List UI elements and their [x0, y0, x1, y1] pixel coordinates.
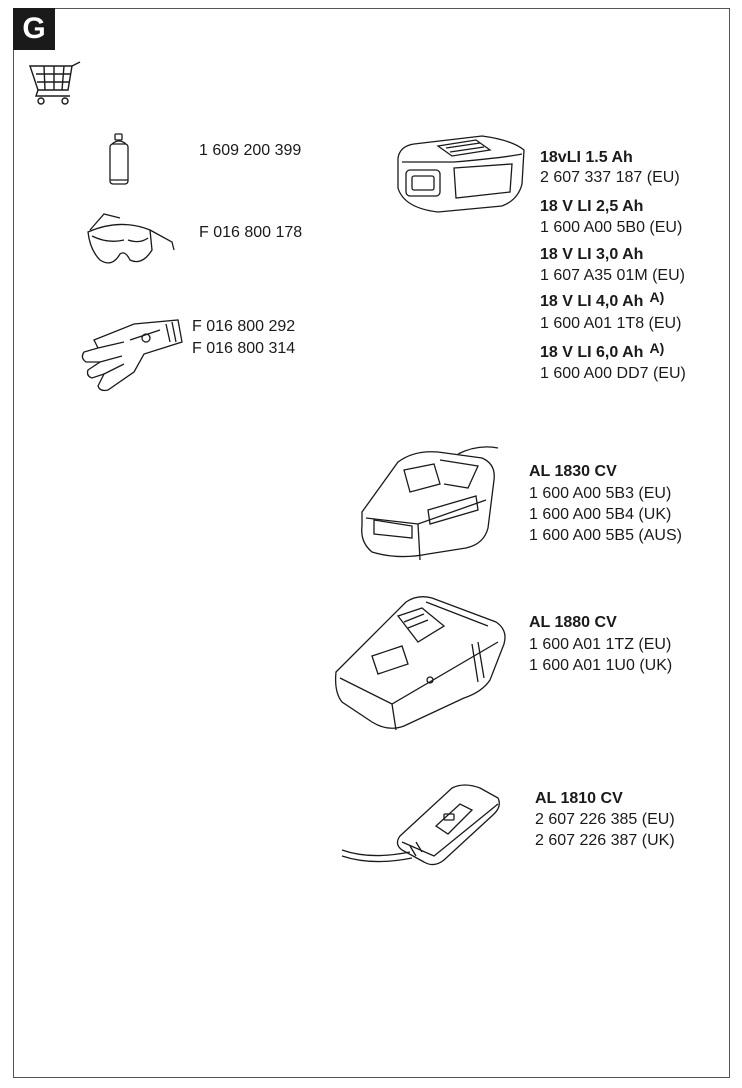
battery-pack-icon — [392, 128, 530, 216]
battery-2-label — [540, 196, 643, 217]
battery-5-footnote: A) — [649, 340, 665, 356]
charger-al1830-name: AL 1830 CV — [529, 463, 617, 480]
gloves-part-number-2: F 016 800 314 — [192, 340, 296, 357]
charger-al1830-icon — [358, 440, 506, 568]
battery-2-code: 1 600 A00 5B0 (EU) — [540, 219, 683, 236]
battery-3-name: 18 V LI 3,0 Ah — [540, 246, 644, 263]
work-gloves-icon — [74, 316, 186, 396]
spray-part-number: 1 609 200 399 — [199, 142, 302, 159]
charger-al1880-name: AL 1880 CV — [529, 614, 617, 631]
battery-4-code: 1 600 A01 1T8 (EU) — [540, 315, 682, 332]
battery-5-label — [540, 342, 664, 363]
goggles-part-number: F 016 800 178 — [199, 224, 303, 241]
charger-al1810-code-uk: 2 607 226 387 (UK) — [535, 832, 675, 849]
gloves-part-number-1: F 016 800 292 — [192, 318, 296, 335]
battery-4-footnote: A) — [649, 289, 665, 305]
charger-al1810-name: AL 1810 CV — [535, 790, 623, 807]
safety-goggles-icon — [80, 210, 176, 270]
battery-5-name: 18 V LI 6,0 Ah — [540, 344, 644, 361]
charger-al1830-code-eu: 1 600 A00 5B3 (EU) — [529, 485, 672, 502]
charger-al1830-code-aus: 1 600 A00 5B5 (AUS) — [529, 527, 682, 544]
spray-can-icon — [104, 132, 134, 188]
battery-1-code: 2 607 337 187 (EU) — [540, 169, 680, 186]
battery-2-name: 18 V LI 2,5 Ah — [540, 198, 644, 215]
battery-1-name: 18vLI 1.5 Ah — [540, 149, 633, 166]
section-badge: G — [13, 8, 55, 50]
charger-al1810-icon — [340, 780, 504, 870]
charger-al1880-icon — [332, 592, 510, 734]
battery-3-code: 1 607 A35 01M (EU) — [540, 267, 685, 284]
battery-5-code: 1 600 A00 DD7 (EU) — [540, 365, 686, 382]
shopping-cart-icon — [28, 60, 84, 108]
charger-al1830-code-uk: 1 600 A00 5B4 (UK) — [529, 506, 672, 523]
battery-4-label — [540, 291, 664, 312]
charger-al1880-code-eu: 1 600 A01 1TZ (EU) — [529, 636, 672, 653]
battery-4-name: 18 V LI 4,0 Ah — [540, 293, 644, 310]
charger-al1880-code-uk: 1 600 A01 1U0 (UK) — [529, 657, 673, 674]
charger-al1810-code-eu: 2 607 226 385 (EU) — [535, 811, 675, 828]
battery-3-label — [540, 244, 643, 265]
